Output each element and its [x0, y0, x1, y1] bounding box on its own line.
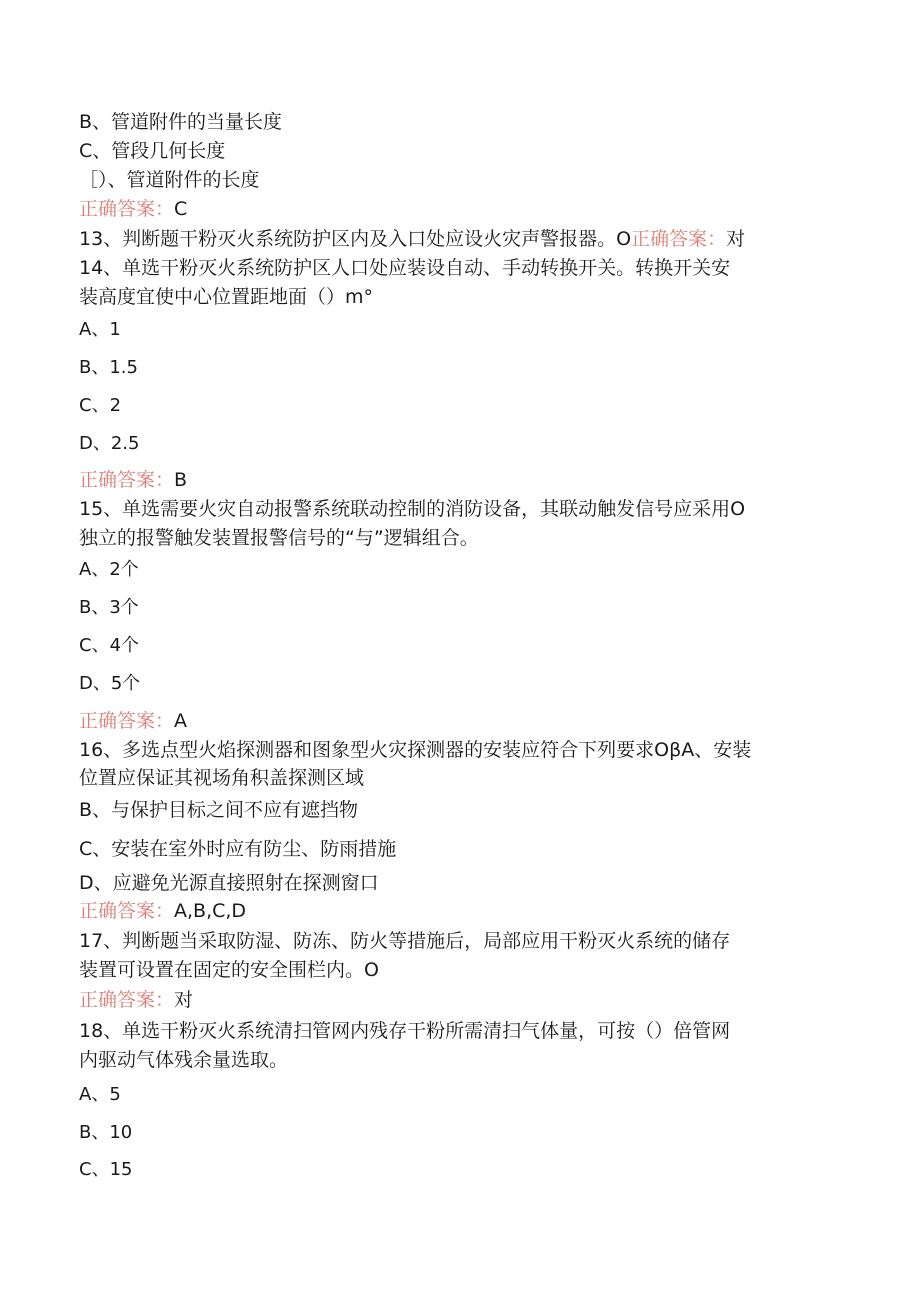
- option-b: B、与保护目标之间不应有遮挡物: [79, 799, 359, 821]
- answer-line: [79, 899, 246, 923]
- question-15-line-2: 独立的报警触发装置报警信号的“与”逻辑组合。: [79, 527, 479, 549]
- question-14-line-1: 14、单选干粉灭火系统防护区人口处应装设自动、手动转换开关。转换开关安: [79, 257, 731, 279]
- answer-value: C: [174, 198, 188, 220]
- option-a: A、2个: [79, 559, 139, 580]
- option-b: B、1.5: [79, 357, 138, 378]
- option-d: D、2.5: [79, 433, 140, 454]
- answer-line: [79, 468, 187, 492]
- option-b: B、管道附件的当量长度: [79, 111, 283, 133]
- option-c: C、安装在室外时应有防尘、防雨措施: [79, 838, 397, 860]
- option-a: A、5: [79, 1084, 121, 1105]
- option-c: C、15: [79, 1159, 133, 1180]
- option-a: A、1: [79, 319, 121, 340]
- question-14-line-2: 装高度宜使中心位置距地面（）m°: [79, 286, 374, 308]
- question-18-line-1: 18、单选干粉灭火系统清扫管网内残存干粉所需清扫气体量，可按（）倍管网: [79, 1020, 731, 1042]
- answer-value: A,B,C,D: [174, 900, 247, 922]
- option-b: B、10: [79, 1122, 133, 1143]
- answer-value: A: [174, 710, 188, 732]
- answer-value: 对: [726, 228, 746, 250]
- question-16-line-2: 位置应保证其视场角积盖探测区域: [79, 767, 365, 789]
- answer-label: 正确答案：: [79, 989, 175, 1011]
- answer-value: 对: [174, 989, 194, 1011]
- option-c: C、4个: [79, 635, 140, 656]
- option-d: D、5个: [79, 673, 141, 694]
- question-17-line-1: 17、判断题当采取防湿、防冻、防火等措施后，局部应用干粉灭火系统的储存: [79, 930, 731, 952]
- answer-line: [79, 709, 187, 733]
- answer-label: 正确答案：: [79, 198, 175, 220]
- answer-label: 正确答案：: [631, 228, 727, 250]
- question-15-line-1: 15、单选需要火灾自动报警系统联动控制的消防设备，其联动触发信号应采用O: [79, 498, 746, 520]
- answer-line: [79, 197, 187, 221]
- answer-label: 正确答案：: [79, 900, 175, 922]
- option-c: C、管段几何长度: [79, 140, 226, 162]
- option-d: ［）、管道附件的长度: [79, 169, 260, 191]
- answer-label: 正确答案：: [79, 469, 175, 491]
- answer-line: [79, 988, 193, 1012]
- question-18-line-2: 内驱动气体残余量选取。: [79, 1049, 289, 1071]
- answer-label: 正确答案：: [79, 710, 175, 732]
- answer-value: B: [174, 469, 188, 491]
- question-16-line-1: 16、多选点型火焰探测器和图象型火灾探测器的安装应符合下列要求OβA、安装: [79, 739, 752, 761]
- option-b: B、3个: [79, 597, 139, 618]
- option-c: C、2: [79, 395, 122, 416]
- question-13: [79, 227, 745, 251]
- option-d: D、应避免光源直接照射在探测窗口: [79, 872, 379, 894]
- question-17-line-2: 装置可设置在固定的安全围栏内。O: [79, 959, 379, 981]
- question-text: 13、判断题干粉灭火系统防护区内及入口处应设火灾声警报器。O: [79, 228, 632, 250]
